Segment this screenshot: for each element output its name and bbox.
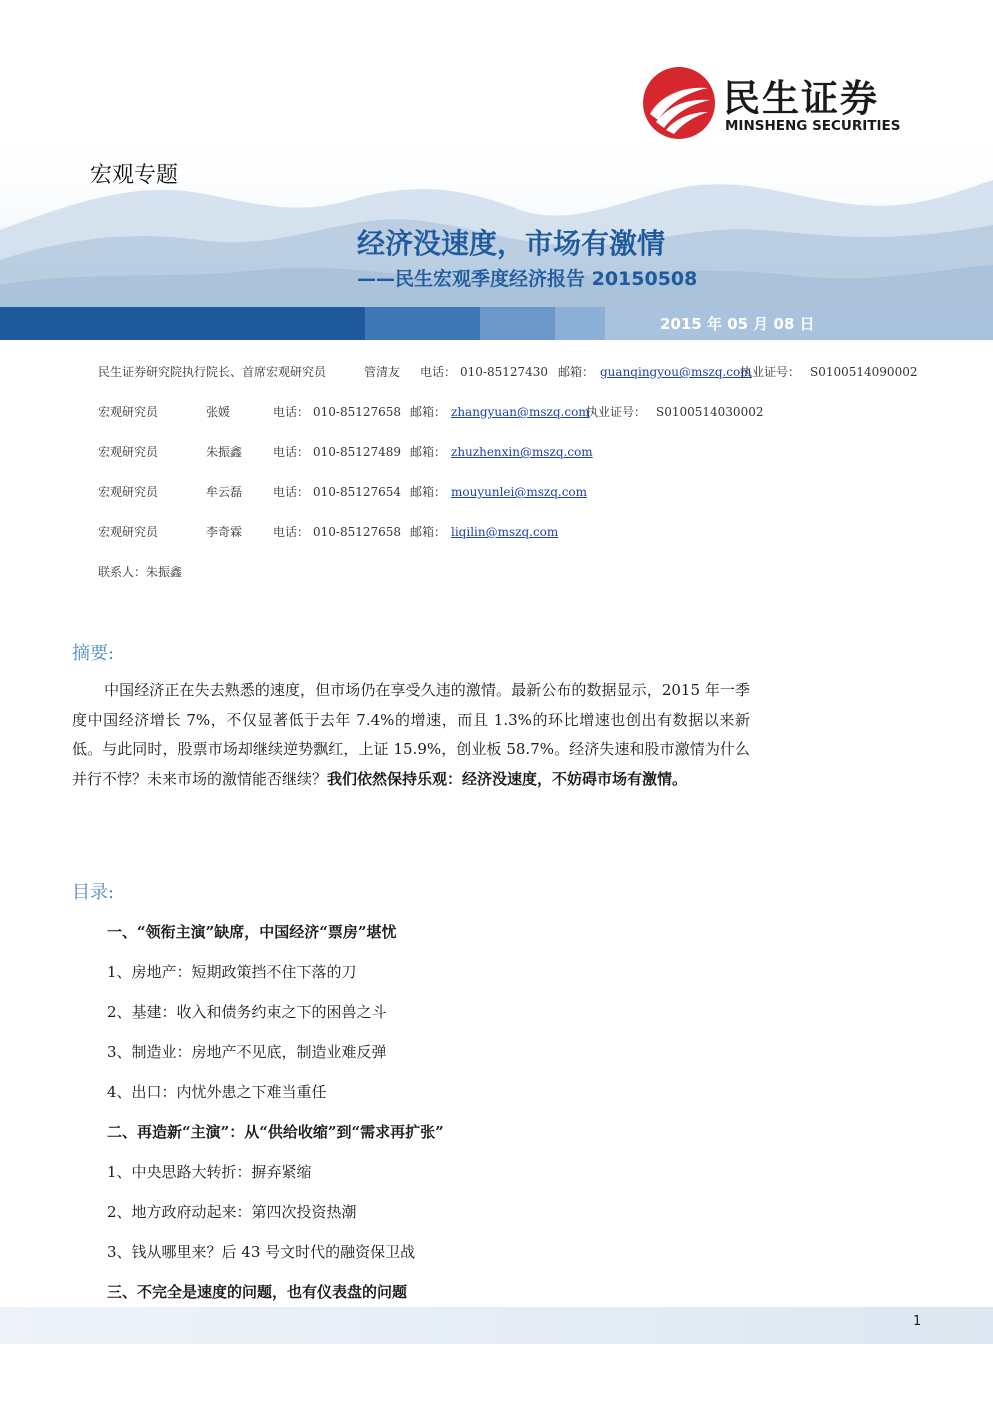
contact-phone: 010-85127658: [313, 405, 402, 419]
toc-section[interactable]: 二、再造新“主演”：从“供给收缩”到“需求再扩张”: [107, 1123, 444, 1141]
report-title: 经济没速度，市场有激情: [357, 227, 666, 260]
page-number: 1: [913, 1314, 922, 1329]
phone-label: 电话：: [273, 525, 310, 539]
toc-subsection[interactable]: 4、出口：内忧外患之下难当重任: [107, 1083, 327, 1101]
toc-subsection[interactable]: 3、钱从哪里来？后 43 号文时代的融资保卫战: [107, 1243, 416, 1261]
toc-section[interactable]: 三、不完全是速度的问题，也有仪表盘的问题: [107, 1283, 408, 1301]
contact-cert: S0100514090002: [810, 365, 918, 379]
summary-conclusion: 我们依然保持乐观：经济没速度，不妨碍市场有激情。: [327, 769, 688, 788]
phone-label: 电话：: [273, 445, 310, 459]
contact-phone: 010-85127430: [460, 365, 549, 379]
email-label: 邮箱：: [410, 485, 447, 499]
email-label: 邮箱：: [558, 365, 595, 379]
report-subtitle: ——民生宏观季度经济报告 20150508: [357, 268, 698, 290]
summary-paragraph: [72, 676, 750, 794]
contact-role: 民生证券研究院执行院长、首席宏观研究员: [98, 365, 327, 379]
toc-subsection[interactable]: 2、基建：收入和债务约束之下的困兽之斗: [107, 1003, 387, 1021]
toc-subsection[interactable]: 1、中央思路大转折：摒弃紧缩: [107, 1163, 312, 1181]
contact-email-link[interactable]: zhuzhenxin@mszq.com: [451, 445, 593, 459]
report-type-label: 宏观专题: [90, 163, 179, 188]
phone-label: 电话：: [273, 485, 310, 499]
contact-role: 宏观研究员: [98, 525, 159, 539]
contact-phone: 010-85127654: [313, 485, 402, 499]
footer-bar: [0, 1307, 993, 1344]
toc-subsection[interactable]: 3、制造业：房地产不见底，制造业难反弹: [107, 1043, 387, 1061]
summary-text: 中国经济正在失去熟悉的速度，但市场仍在享受久违的激情。最新公布的数据显示，2015 年一季度中国经济增长 7%，不仅显著低于去年 7.4%的增速，而且 1.3%的环比增速也创出有数据以来新低。与此同时，股票市场却继续逆势飘红，上证 15.9%，创业板 58.7%。经济失速和股市激情为什么并行不悖？未来市场的激情能否继续？: [72, 681, 750, 788]
date-bar: [0, 307, 993, 340]
contact-phone: 010-85127658: [313, 525, 402, 539]
logo-english-name: MINSHENG SECURITIES: [725, 118, 901, 134]
cert-label: 执业证号：: [586, 405, 647, 419]
contact-email-link[interactable]: liqilin@mszq.com: [451, 525, 559, 539]
contact-role: 宏观研究员: [98, 485, 159, 499]
summary-heading: 摘要:: [72, 643, 115, 664]
contact-name: 朱振鑫: [206, 445, 243, 459]
minsheng-swoosh-logo-icon: [642, 66, 716, 140]
logo-chinese-name: 民生证券: [723, 77, 879, 120]
phone-label: 电话：: [273, 405, 310, 419]
email-label: 邮箱：: [410, 445, 447, 459]
contact-phone: 010-85127489: [313, 445, 402, 459]
phone-label: 电话：: [420, 365, 457, 379]
toc-subsection[interactable]: 2、地方政府动起来：第四次投资热潮: [107, 1203, 357, 1221]
toc-heading: 目录:: [72, 882, 115, 903]
toc-section[interactable]: 一、“领衔主演”缺席，中国经济“票房”堪忧: [107, 923, 397, 941]
contact-email-link[interactable]: guanqingyou@mszq.com: [600, 365, 752, 379]
contact-name: 李奇霖: [206, 525, 243, 539]
report-date: 2015 年 05 月 08 日: [660, 315, 815, 333]
email-label: 邮箱：: [410, 405, 447, 419]
contact-cert: S0100514030002: [656, 405, 764, 419]
cert-label: 执业证号：: [740, 365, 801, 379]
contact-email-link[interactable]: mouyunlei@mszq.com: [451, 485, 588, 499]
toc-subsection[interactable]: 1、房地产：短期政策挡不住下落的刀: [107, 963, 357, 981]
email-label: 邮箱：: [410, 525, 447, 539]
liaison-contact: 联系人：朱振鑫: [98, 565, 183, 579]
contact-role: 宏观研究员: [98, 405, 159, 419]
contact-name: 管清友: [364, 365, 401, 379]
contact-name: 牟云磊: [206, 485, 243, 499]
contact-role: 宏观研究员: [98, 445, 159, 459]
contact-name: 张媛: [206, 405, 231, 419]
contact-email-link[interactable]: zhangyuan@mszq.com: [451, 405, 590, 419]
company-logo: [642, 66, 922, 142]
